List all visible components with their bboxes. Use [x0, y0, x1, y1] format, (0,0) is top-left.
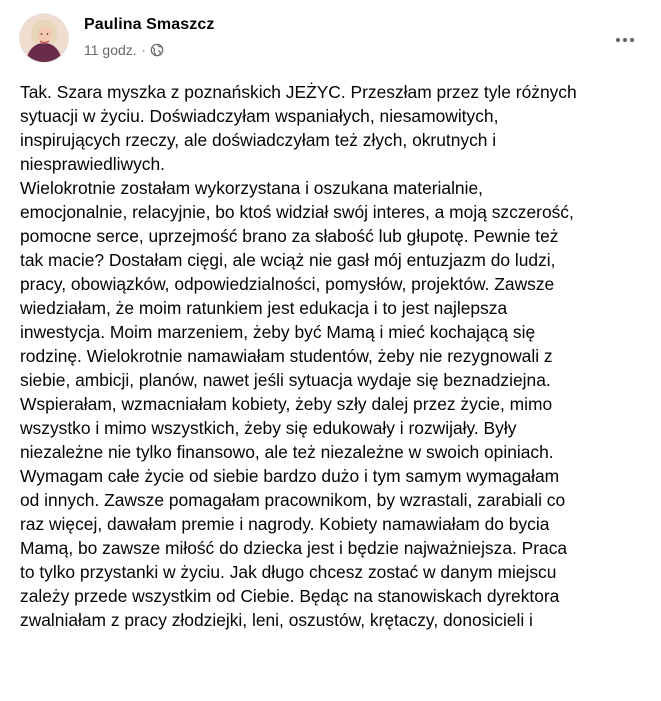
post-text-line: Wspierałam, wzmacniałam kobiety, żeby szły dalej przez życie, mimo: [20, 394, 553, 414]
post-timestamp[interactable]: 11 godz.: [84, 42, 137, 58]
post-text-line: Tak. Szara myszka z poznańskich JEŻYC. Przeszłam przez tyle różnych: [20, 82, 577, 102]
post-text-line: sytuacji w życiu. Doświadczyłam wspaniałych, niesamowitych,: [20, 106, 499, 126]
globe-icon[interactable]: [150, 43, 164, 57]
post-body-text: [20, 80, 645, 632]
post-text-line: wiedziałam, że moim ratunkiem jest edukacja i to jest najlepsza: [20, 298, 508, 318]
avatar[interactable]: [20, 14, 68, 62]
more-horizontal-icon: [615, 37, 635, 43]
post-text-line: siebie, ambicji, planów, nawet jeśli sytuacja wydaje się beznadziejna.: [20, 370, 551, 390]
more-options-button[interactable]: [607, 22, 643, 58]
post-text-line: pomocne serce, uprzejmość brano za słabość lub głupotę. Pewnie też: [20, 226, 559, 246]
post-header: [20, 12, 645, 68]
post-text-line: Wielokrotnie zostałam wykorzystana i oszukana materialnie,: [20, 178, 483, 198]
post-text-line: wszystko i mimo wszystkich, żeby się edukowały i rozwijały. Były: [20, 418, 517, 438]
post-text-line: zależy przede wszystkim od Ciebie. Będąc na stanowiskach dyrektora: [20, 586, 560, 606]
post-text-line: to tylko przystanki w życiu. Jak długo chcesz zostać w danym miejscu: [20, 562, 557, 582]
post-text-line: Mamą, bo zawsze miłość do dziecka jest i będzie najważniejsza. Praca: [20, 538, 568, 558]
post-text-line: pracy, obowiązków, odpowiedzialności, pomysłów, projektów. Zawsze: [20, 274, 555, 294]
post-text-line: od innych. Zawsze pomagałam pracownikom, by wzrastali, zarabiali co: [20, 490, 566, 510]
post-text-line: zwalniałam z pracy złodziejki, leni, oszustów, krętaczy, donosicieli i: [20, 610, 533, 630]
post-text-line: inwestycja. Moim marzeniem, żeby być Mamą i mieć kochającą się: [20, 322, 536, 342]
post-text-line: emocjonalnie, relacyjnie, bo ktoś widział swój interes, a moją szczerość,: [20, 202, 574, 222]
profile-photo: [20, 14, 68, 62]
post-text-line: tak macie? Dostałam cięgi, ale wciąż nie gasł mój entuzjazm do ludzi,: [20, 250, 556, 270]
post-text-line: Wymagam całe życie od siebie bardzo dużo i tym samym wymagałam: [20, 466, 560, 486]
post-text-line: raz więcej, dawałam premie i nagrody. Kobiety namawiałam do bycia: [20, 514, 550, 534]
post-text-line: niesprawiedliwych.: [20, 154, 165, 174]
meta-separator: ·: [141, 43, 146, 57]
author-name[interactable]: Paulina Smaszcz: [84, 16, 215, 33]
post-meta: [84, 42, 164, 58]
post-text-line: rodzinę. Wielokrotnie namawiałam studentów, żeby nie rezygnowali z: [20, 346, 553, 366]
post-text-line: inspirujących rzeczy, ale doświadczyłam też złych, okrutnych i: [20, 130, 497, 150]
post-text-line: niezależne nie tylko finansowo, ale też niezależne w swoich opiniach.: [20, 442, 554, 462]
